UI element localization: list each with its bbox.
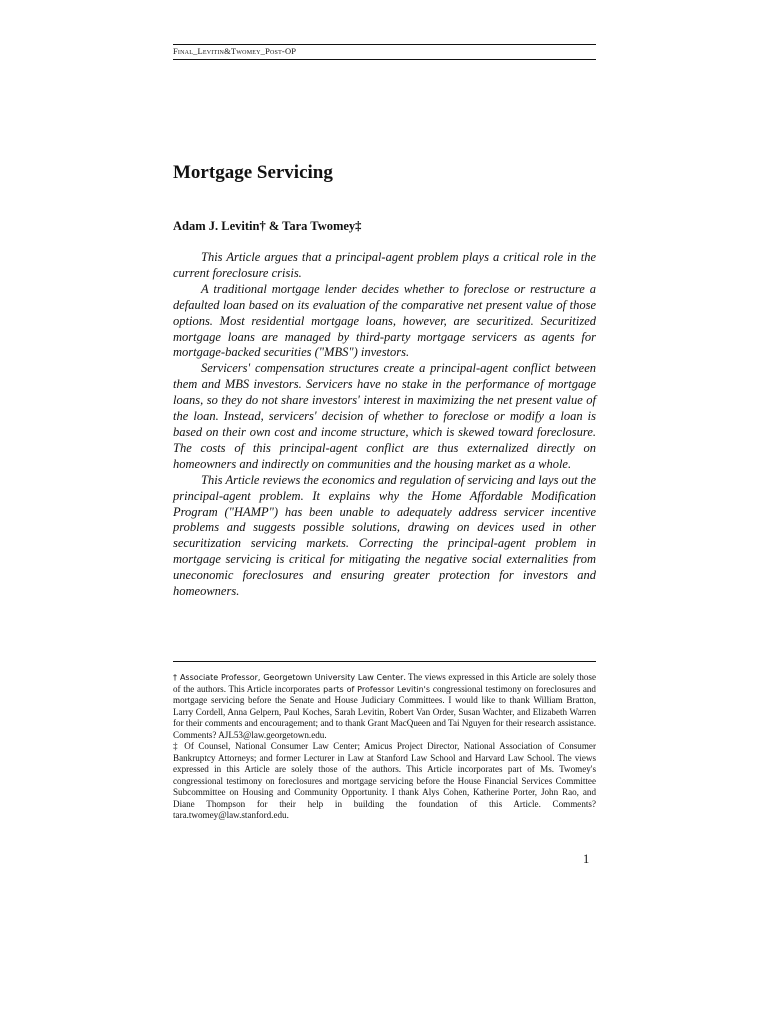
footnote-2: ‡ Of Counsel, National Consumer Law Center; Amicus Project Director, National Association of Consumer Bankruptcy Attorneys; and former Lecturer in Law at Stanford Law School and Harvard Law School. The views expressed in this Article are solely those of the authors. This Article incorporates part of Ms. Twomey's congressional testimony on foreclosures and mortgage servicing before the House Financial Services Committee Subcommittee on Housing and Community Opportunity. I thank Alys Cohen, Katherine Porter, John Rao, and Diane Thompson for their help in building the foundation of this Article. Comments? tara.twomey@law.stanford.edu.	[173, 741, 596, 820]
abstract	[173, 250, 596, 600]
footnote-1-text-b: congressional testimony on foreclosures and mortgage servicing before the Senate and House Judiciary Committees. I would like to thank William Bratton, Larry Cordell, Anna Gelpern, Paul Koches, Sarah Levitin, Robert Van Order, Susan Wachter, and Elizabeth Warren for their comments and encouragement; and to thank Grant MacQueen and Tai Nguyen for their research assistance. Comments? AJL53@law.georgetown.edu.	[173, 683, 596, 740]
abstract-paragraph: Servicers' compensation structures create a principal-agent conflict between them and MBS investors. Servicers have no stake in the performance of mortgage loans, so they do not share investors' interest in maximizing the net present value of the loan. Instead, servicers' decision of whether to foreclose or modify a loan is based on their own cost and income structure, which is skewed toward foreclosure. The costs of this principal-agent conflict are thus externalized directly on homeowners and indirectly on communities and the housing market as a whole.	[173, 361, 596, 471]
footnote-1-affiliation: † Associate Professor, Georgetown University Law Center	[173, 673, 404, 682]
page-number: 1	[583, 852, 590, 866]
abstract-paragraph: A traditional mortgage lender decides whether to foreclose or restructure a defaulted loan based on its evaluation of the comparative net present value of those options. Most residential mortgage loans, however, are securitized. Securitized mortgage loans are managed by third-party mortgage servicers as agents for mortgage-backed securities ("MBS") investors.	[173, 281, 596, 360]
footnote-separator	[173, 661, 596, 662]
abstract-paragraph: This Article argues that a principal-agent problem plays a critical role in the current foreclosure crisis.	[173, 250, 596, 280]
footnote-1-highlight: s parts of Professor Levitin's	[316, 684, 433, 694]
running-head: Final_Levitin&Twomey_Post-OP	[173, 46, 297, 56]
article-authors: Adam J. Levitin† & Tara Twomey‡	[173, 219, 362, 233]
header-rule-bottom	[173, 59, 596, 60]
footnote-1-text-a: . The views expressed in this Article are solely those of the authors. This Article incorporate	[173, 672, 596, 694]
article-title: Mortgage Servicing	[173, 162, 333, 183]
footnotes	[173, 672, 596, 822]
abstract-paragraph: This Article reviews the economics and regulation of servicing and lays out the principal-agent problem. It explains why the Home Affordable Modification Program ("HAMP") has been unable to adequately address servicer incentive problems and suggests possible solutions, drawing on devices used in other securitization servicing markets. Correcting the principal-agent problem in mortgage servicing is critical for mitigating the negative social externalities from uneconomic foreclosures and ensuring greater protection for investors and homeowners.	[173, 472, 596, 599]
header-rule-top	[173, 44, 596, 45]
footnote-1	[173, 672, 596, 741]
